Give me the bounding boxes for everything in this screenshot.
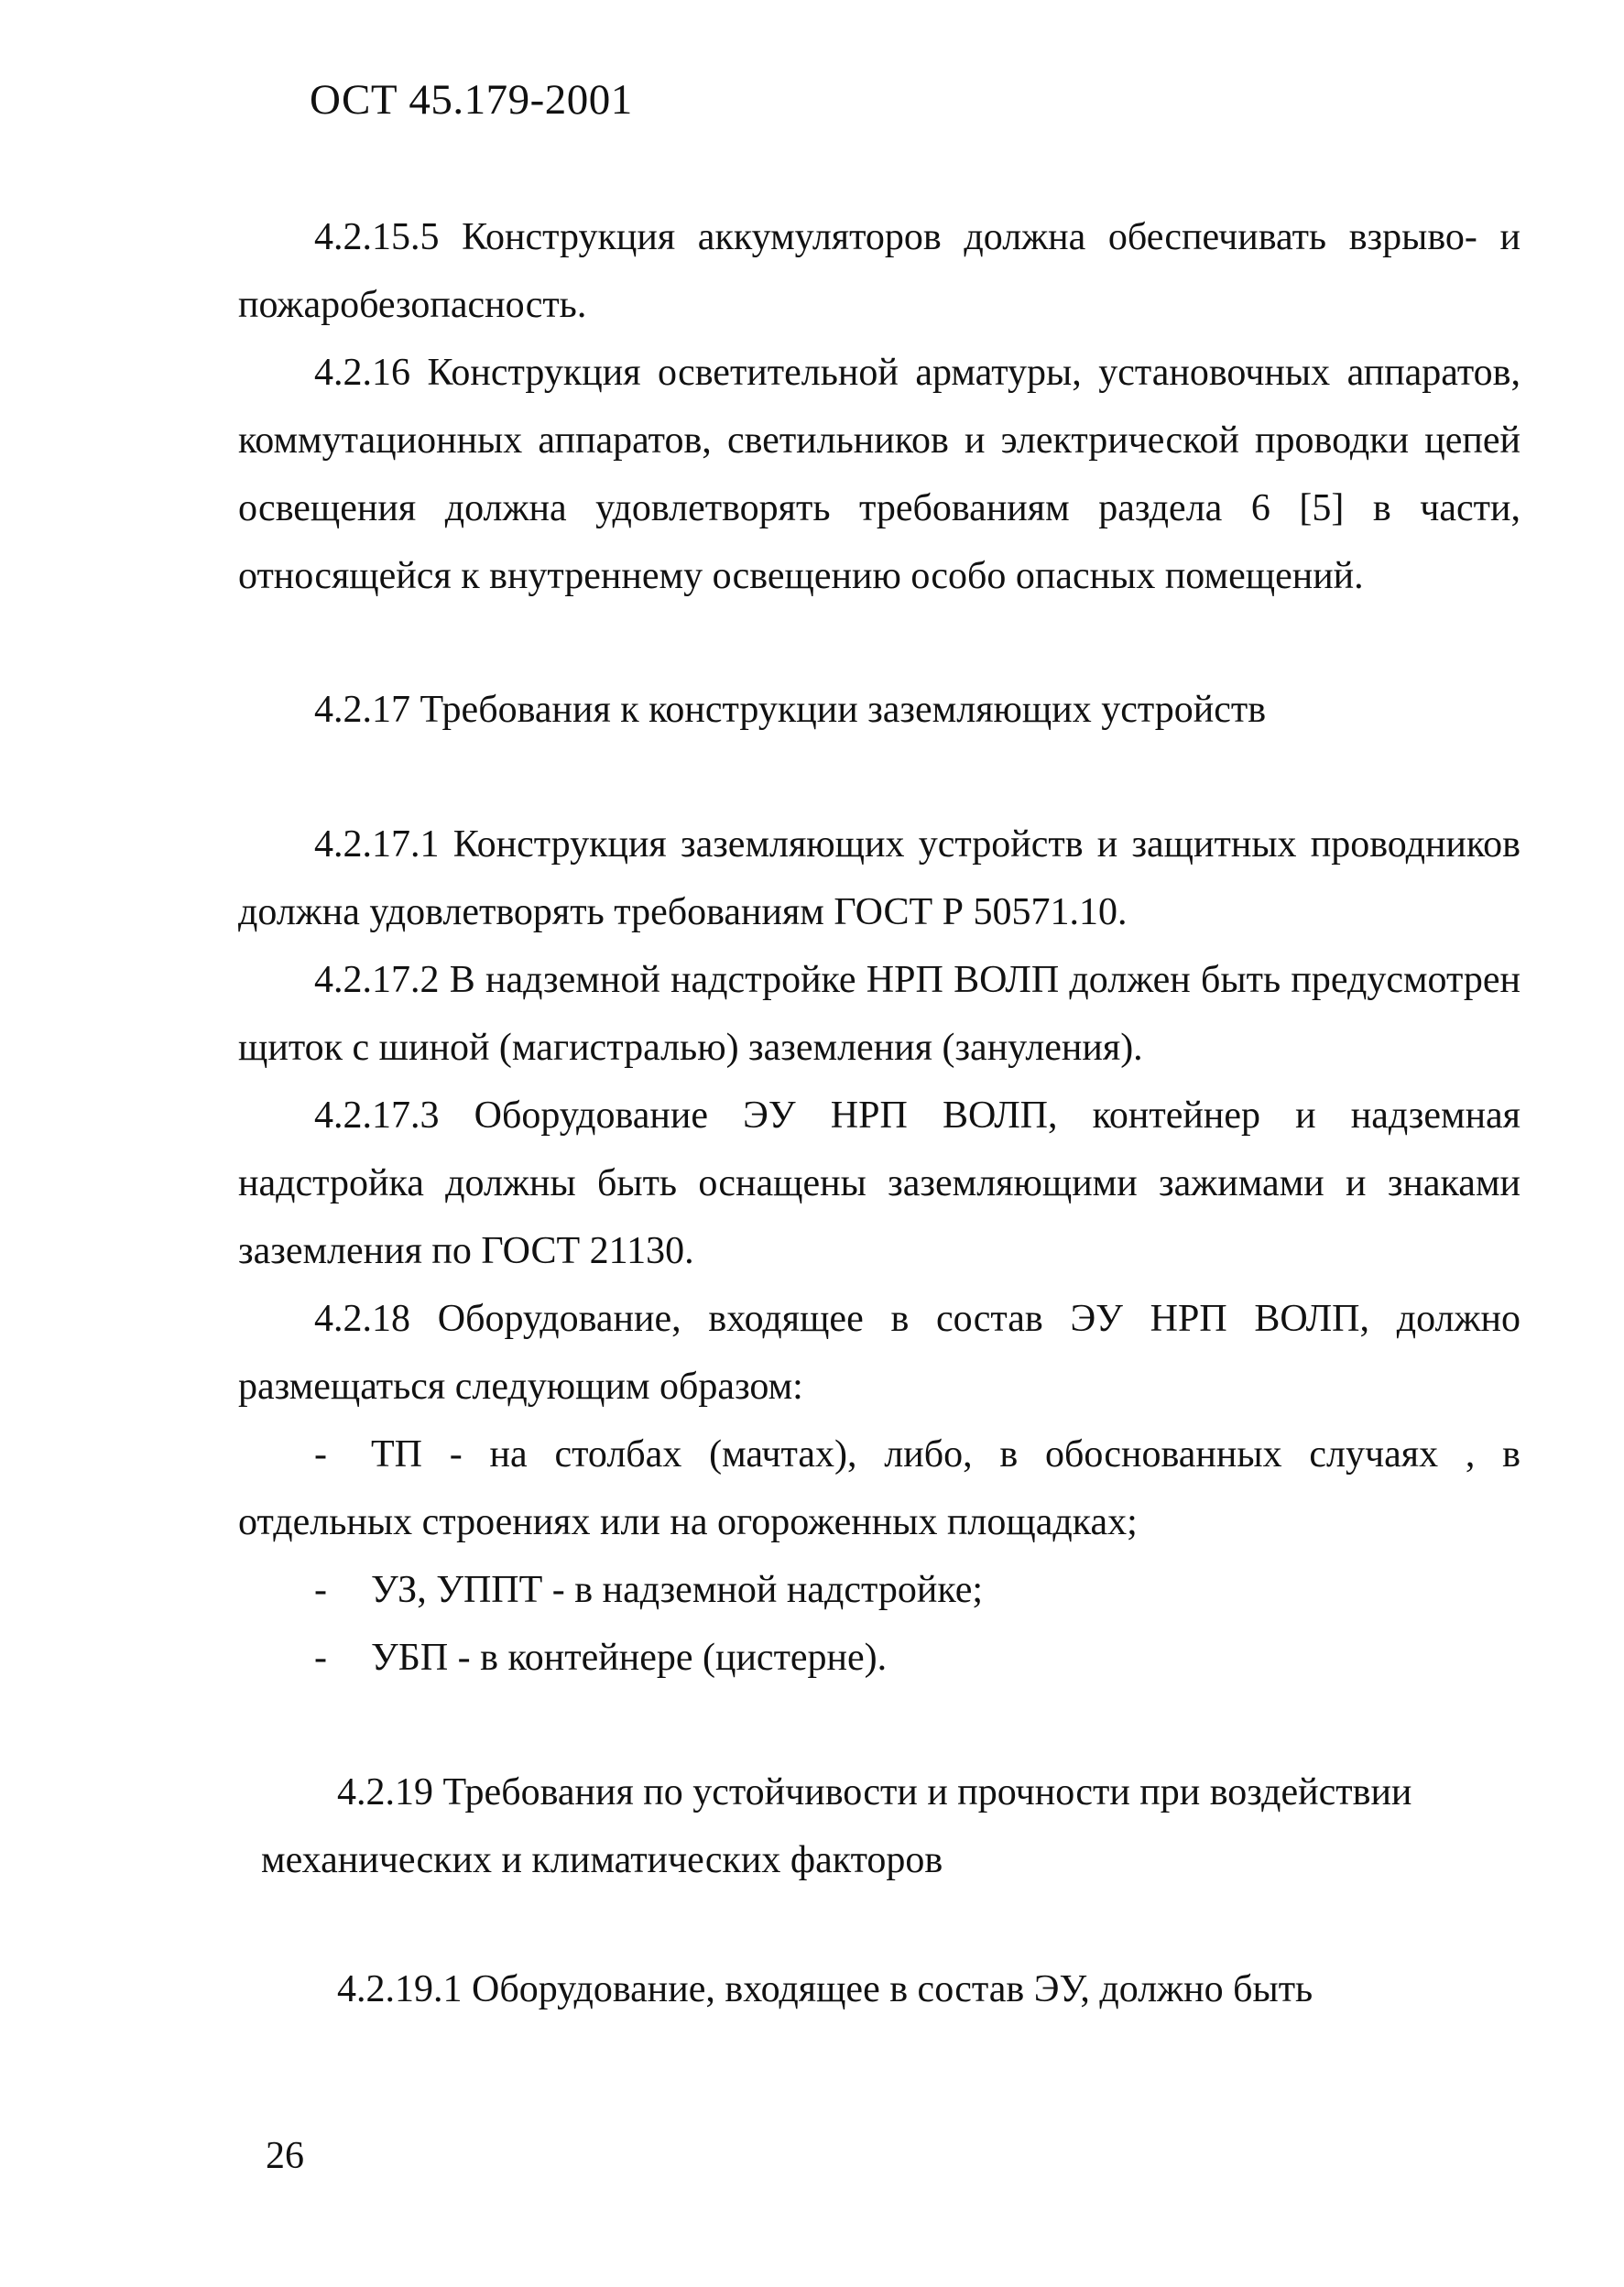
page-number: 26 bbox=[266, 2135, 304, 2177]
paragraph-4-2-17-3: 4.2.17.3 Оборудование ЭУ НРП ВОЛП, контейнер и надземная надстройка должны быть оснащены заземляющими зажимами и знаками заземления по ГОСТ 21130. bbox=[238, 1094, 1520, 1272]
list-item-text: УБП - в контейнере (цистерне). bbox=[371, 1637, 888, 1679]
list-dash: - bbox=[314, 1433, 327, 1476]
heading-4-2-19: 4.2.19 Требования по устойчивости и прочности при воздействии механических и климатических факторов bbox=[261, 1771, 1412, 1881]
list-item-text: ТП - на столбах (мачтах), либо, в обоснованных случаях , в отдельных строениях или на огороженных площадках; bbox=[238, 1433, 1520, 1543]
list-item bbox=[238, 1421, 1520, 1556]
paragraph-4-2-16: 4.2.16 Конструкция осветительной арматуры, установочных аппаратов, коммутационных аппаратов, светильников и электрической проводки цепей освещения должна удовлетворять требованиям раздела 6 [5] в части, относящейся к внутреннему освещению особо опасных помещений. bbox=[238, 352, 1520, 597]
document-code-header: ОСТ 45.179-2001 bbox=[310, 76, 633, 124]
paragraph-4-2-17-1: 4.2.17.1 Конструкция заземляющих устройств и защитных проводников должна удовлетворять требованиям ГОСТ Р 50571.10. bbox=[238, 823, 1520, 933]
list-item bbox=[238, 1624, 1520, 1692]
paragraph-4-2-17-2: 4.2.17.2 В надземной надстройке НРП ВОЛП должен быть предусмотрен щиток с шиной (магистралью) заземления (зануления). bbox=[238, 959, 1520, 1069]
list-item-text: УЗ, УППТ - в надземной надстройке; bbox=[371, 1569, 984, 1611]
list-dash: - bbox=[314, 1637, 327, 1679]
paragraph-4-2-15-5: 4.2.15.5 Конструкция аккумуляторов должна обеспечивать взрыво- и пожаробезопасность. bbox=[238, 216, 1520, 326]
list-item bbox=[238, 1556, 1520, 1624]
list-dash: - bbox=[314, 1569, 327, 1611]
paragraph-4-2-18: 4.2.18 Оборудование, входящее в состав ЭУ НРП ВОЛП, должно размещаться следующим образом: bbox=[238, 1298, 1520, 1408]
paragraph-4-2-19-1: 4.2.19.1 Оборудование, входящее в состав ЭУ, должно быть bbox=[337, 1968, 1313, 2010]
heading-4-2-17: 4.2.17 Требования к конструкции заземляющих устройств bbox=[314, 689, 1267, 731]
